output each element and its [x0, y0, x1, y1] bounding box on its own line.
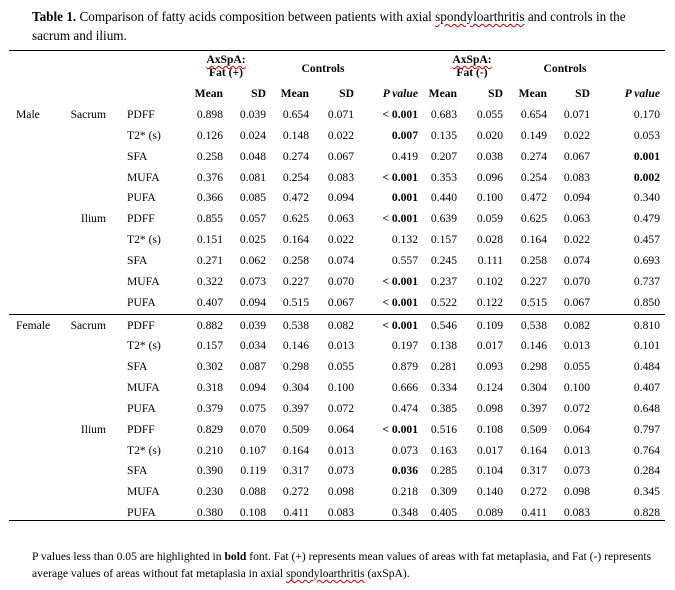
header-mean: Mean [194, 87, 223, 100]
row-parameter: T2* (s) [127, 339, 161, 353]
row-parameter: SFA [127, 360, 148, 374]
value-cell: 0.274 [282, 149, 309, 163]
value-cell: 0.898 [196, 108, 223, 121]
value-cell: 0.017 [476, 339, 503, 353]
note-text-3: (axSpA). [364, 567, 410, 580]
value-cell: 0.034 [239, 339, 266, 353]
value-cell: 0.071 [327, 108, 354, 121]
value-cell: 0.882 [196, 318, 223, 332]
value-cell: 0.083 [327, 506, 354, 520]
row-site-label: Sacrum [70, 318, 106, 332]
note-text-1: P values less than 0.05 are highlighted in [32, 550, 225, 563]
value-cell: 0.073 [327, 464, 354, 478]
value-cell: 0.100 [476, 191, 503, 205]
value-cell: 0.070 [327, 274, 354, 288]
value-cell: 0.085 [239, 191, 266, 205]
value-cell: 0.063 [563, 212, 590, 226]
value-cell: 0.405 [430, 506, 457, 520]
row-parameter: PDFF [127, 108, 155, 121]
value-cell: 0.070 [563, 274, 590, 288]
value-cell: 0.254 [520, 170, 547, 184]
value-cell: 0.304 [282, 381, 309, 395]
value-cell: 0.088 [239, 485, 266, 499]
value-cell: 0.309 [430, 485, 457, 499]
value-cell: 0.017 [476, 443, 503, 457]
note-bold-word: bold [224, 550, 247, 563]
value-cell: 0.380 [196, 506, 223, 520]
value-cell: 0.237 [430, 274, 457, 288]
p-value-cell: 0.340 [633, 191, 660, 205]
p-value-cell: 0.484 [633, 360, 660, 374]
row-parameter: MUFA [127, 381, 160, 395]
value-cell: 0.064 [327, 422, 354, 436]
p-value-cell: 0.764 [633, 443, 660, 457]
p-value-cell: 0.002 [633, 170, 660, 184]
header-sd: SD [339, 87, 354, 100]
row-parameter: PDFF [127, 422, 155, 436]
value-cell: 0.071 [563, 108, 590, 121]
value-cell: 0.067 [327, 295, 354, 309]
p-value-cell: 0.132 [391, 233, 418, 247]
header-mean: Mean [428, 87, 457, 100]
value-cell: 0.013 [563, 443, 590, 457]
value-cell: 0.093 [476, 360, 503, 374]
value-cell: 0.022 [563, 128, 590, 142]
row-parameter: PUFA [127, 295, 156, 309]
value-cell: 0.059 [476, 212, 503, 226]
value-cell: 0.472 [520, 191, 547, 205]
caption-squiggle-word: spondyloarthritis [435, 9, 525, 24]
value-cell: 0.157 [430, 233, 457, 247]
value-cell: 0.227 [282, 274, 309, 288]
value-cell: 0.258 [520, 253, 547, 267]
value-cell: 0.094 [239, 295, 266, 309]
row-site-label: Ilium [80, 422, 106, 436]
value-cell: 0.654 [282, 108, 309, 121]
value-cell: 0.039 [239, 108, 266, 121]
value-cell: 0.138 [430, 339, 457, 353]
value-cell: 0.516 [430, 422, 457, 436]
value-cell: 0.057 [239, 212, 266, 226]
value-cell: 0.334 [430, 381, 457, 395]
rule-top [9, 50, 665, 51]
p-value-cell: < 0.001 [382, 274, 418, 288]
value-cell: 0.157 [196, 339, 223, 353]
value-cell: 0.353 [430, 170, 457, 184]
value-cell: 0.298 [282, 360, 309, 374]
value-cell: 0.411 [521, 506, 547, 520]
value-cell: 0.148 [282, 128, 309, 142]
value-cell: 0.164 [520, 443, 547, 457]
note-squiggle-word: spondyloarthritis [286, 567, 365, 580]
row-site-label: Sacrum [70, 108, 106, 121]
value-cell: 0.149 [520, 128, 547, 142]
value-cell: 0.146 [520, 339, 547, 353]
value-cell: 0.089 [476, 506, 503, 520]
value-cell: 0.146 [282, 339, 309, 353]
value-cell: 0.013 [327, 443, 354, 457]
value-cell: 0.272 [282, 485, 309, 499]
value-cell: 0.254 [282, 170, 309, 184]
p-value-cell: < 0.001 [382, 422, 418, 436]
value-cell: 0.302 [196, 360, 223, 374]
header-group1-line2: Fat (+) [209, 66, 243, 79]
value-cell: 0.102 [476, 274, 503, 288]
header-p-value: P value [382, 87, 418, 100]
value-cell: 0.025 [239, 233, 266, 247]
value-cell: 0.039 [239, 318, 266, 332]
value-cell: 0.048 [239, 149, 266, 163]
value-cell: 0.070 [239, 422, 266, 436]
value-cell: 0.082 [327, 318, 354, 332]
value-cell: 0.074 [327, 253, 354, 267]
value-cell: 0.020 [476, 128, 503, 142]
value-cell: 0.304 [520, 381, 547, 395]
caption-text-1: Comparison of fatty acids composition between patients with axial [76, 9, 436, 24]
value-cell: 0.625 [520, 212, 547, 226]
header-controls2: Controls [543, 62, 587, 75]
row-parameter: PUFA [127, 401, 156, 415]
p-value-cell: 0.001 [633, 149, 660, 163]
row-parameter: PDFF [127, 318, 155, 332]
value-cell: 0.376 [196, 170, 223, 184]
p-value-cell: 0.693 [633, 253, 660, 267]
p-value-cell: 0.797 [633, 422, 660, 436]
value-cell: 0.083 [327, 170, 354, 184]
p-value-cell: 0.648 [633, 401, 660, 415]
row-parameter: MUFA [127, 170, 160, 184]
header-sd: SD [575, 87, 590, 100]
row-parameter: PUFA [127, 506, 156, 520]
value-cell: 0.107 [239, 443, 266, 457]
value-cell: 0.274 [520, 149, 547, 163]
p-value-cell: 0.810 [633, 318, 660, 332]
row-parameter: MUFA [127, 485, 160, 499]
value-cell: 0.022 [563, 233, 590, 247]
p-value-cell: 0.101 [633, 339, 660, 353]
p-value-cell: 0.197 [391, 339, 418, 353]
p-value-cell: 0.666 [391, 381, 418, 395]
p-value-cell: 0.284 [633, 464, 660, 478]
header-group1-line1: AxSpA: [206, 53, 246, 66]
value-cell: 0.322 [196, 274, 223, 288]
value-cell: 0.109 [476, 318, 503, 332]
row-parameter: T2* (s) [127, 128, 161, 142]
value-cell: 0.258 [282, 253, 309, 267]
value-cell: 0.683 [430, 108, 457, 121]
value-cell: 0.094 [327, 191, 354, 205]
row-parameter: SFA [127, 464, 148, 478]
value-cell: 0.230 [196, 485, 223, 499]
row-parameter: MUFA [127, 274, 160, 288]
p-value-cell: 0.828 [633, 506, 660, 520]
value-cell: 0.083 [563, 506, 590, 520]
value-cell: 0.055 [327, 360, 354, 374]
value-cell: 0.063 [327, 212, 354, 226]
value-cell: 0.064 [563, 422, 590, 436]
value-cell: 0.082 [563, 318, 590, 332]
value-cell: 0.855 [196, 212, 223, 226]
value-cell: 0.108 [476, 422, 503, 436]
value-cell: 0.407 [196, 295, 223, 309]
p-value-cell: 0.348 [391, 506, 418, 520]
row-parameter: T2* (s) [127, 443, 161, 457]
value-cell: 0.038 [476, 149, 503, 163]
note-text-2: font. Fat (+) represents mean values of areas with fat metaplasia, and Fat (-) represents average values of areas without fat metaplasia in axial [32, 550, 652, 580]
p-value-cell: 0.407 [633, 381, 660, 395]
value-cell: 0.075 [239, 401, 266, 415]
value-cell: 0.164 [520, 233, 547, 247]
header-controls1: Controls [301, 62, 345, 75]
p-value-cell: < 0.001 [382, 318, 418, 332]
p-value-cell: < 0.001 [382, 212, 418, 226]
value-cell: 0.135 [430, 128, 457, 142]
p-value-cell: 0.170 [633, 108, 660, 121]
value-cell: 0.210 [196, 443, 223, 457]
value-cell: 0.098 [563, 485, 590, 499]
header-p-value: P value [624, 87, 660, 100]
value-cell: 0.829 [196, 422, 223, 436]
value-cell: 0.625 [282, 212, 309, 226]
value-cell: 0.285 [430, 464, 457, 478]
value-cell: 0.538 [282, 318, 309, 332]
p-value-cell: 0.419 [391, 149, 418, 163]
value-cell: 0.126 [196, 128, 223, 142]
value-cell: 0.100 [563, 381, 590, 395]
caption-text-2: and controls in the sacrum and ilium. [32, 9, 626, 43]
value-cell: 0.317 [282, 464, 309, 478]
p-value-cell: 0.007 [391, 128, 418, 142]
value-cell: 0.024 [239, 128, 266, 142]
value-cell: 0.104 [476, 464, 503, 478]
value-cell: 0.067 [563, 295, 590, 309]
p-value-cell: 0.073 [391, 443, 418, 457]
value-cell: 0.094 [239, 381, 266, 395]
p-value-cell: 0.474 [391, 401, 418, 415]
row-parameter: PUFA [127, 191, 156, 205]
value-cell: 0.639 [430, 212, 457, 226]
p-value-cell: 0.737 [633, 274, 660, 288]
p-value-cell: < 0.001 [382, 170, 418, 184]
rule-sex-divider [9, 314, 665, 315]
value-cell: 0.164 [282, 233, 309, 247]
p-value-cell: 0.345 [633, 485, 660, 499]
p-value-cell: 0.218 [391, 485, 418, 499]
value-cell: 0.522 [430, 295, 457, 309]
value-cell: 0.072 [327, 401, 354, 415]
value-cell: 0.098 [476, 401, 503, 415]
value-cell: 0.111 [477, 253, 503, 267]
rule-bottom [9, 520, 665, 521]
value-cell: 0.271 [196, 253, 223, 267]
value-cell: 0.072 [563, 401, 590, 415]
caption-label: Table 1. [32, 9, 77, 24]
header-group2-line1: AxSpA: [452, 53, 492, 66]
value-cell: 0.366 [196, 191, 223, 205]
value-cell: 0.067 [327, 149, 354, 163]
value-cell: 0.087 [239, 360, 266, 374]
row-sex-label: Male [16, 108, 40, 121]
row-parameter: PDFF [127, 212, 155, 226]
value-cell: 0.472 [282, 191, 309, 205]
value-cell: 0.119 [240, 464, 266, 478]
value-cell: 0.124 [476, 381, 503, 395]
value-cell: 0.062 [239, 253, 266, 267]
value-cell: 0.098 [327, 485, 354, 499]
value-cell: 0.546 [430, 318, 457, 332]
value-cell: 0.151 [196, 233, 223, 247]
row-parameter: SFA [127, 149, 148, 163]
value-cell: 0.140 [476, 485, 503, 499]
p-value-cell: 0.036 [391, 464, 418, 478]
value-cell: 0.122 [476, 295, 503, 309]
value-cell: 0.207 [430, 149, 457, 163]
value-cell: 0.164 [282, 443, 309, 457]
value-cell: 0.028 [476, 233, 503, 247]
p-value-cell: 0.457 [633, 233, 660, 247]
value-cell: 0.509 [520, 422, 547, 436]
row-sex-label: Female [16, 318, 51, 332]
value-cell: 0.074 [563, 253, 590, 267]
value-cell: 0.245 [430, 253, 457, 267]
value-cell: 0.411 [283, 506, 309, 520]
p-value-cell: < 0.001 [382, 108, 418, 121]
header-mean: Mean [280, 87, 309, 100]
value-cell: 0.013 [327, 339, 354, 353]
value-cell: 0.081 [239, 170, 266, 184]
value-cell: 0.022 [327, 128, 354, 142]
value-cell: 0.055 [563, 360, 590, 374]
p-value-cell: < 0.001 [382, 295, 418, 309]
value-cell: 0.055 [476, 108, 503, 121]
value-cell: 0.022 [327, 233, 354, 247]
value-cell: 0.281 [430, 360, 457, 374]
value-cell: 0.108 [239, 506, 266, 520]
row-site-label: Ilium [80, 212, 106, 226]
value-cell: 0.654 [520, 108, 547, 121]
p-value-cell: 0.850 [633, 295, 660, 309]
table-footnote [32, 548, 662, 582]
value-cell: 0.379 [196, 401, 223, 415]
value-cell: 0.390 [196, 464, 223, 478]
p-value-cell: 0.001 [391, 191, 418, 205]
value-cell: 0.397 [282, 401, 309, 415]
value-cell: 0.100 [327, 381, 354, 395]
value-cell: 0.440 [430, 191, 457, 205]
value-cell: 0.318 [196, 381, 223, 395]
value-cell: 0.515 [520, 295, 547, 309]
value-cell: 0.227 [520, 274, 547, 288]
header-group2-line2: Fat (-) [456, 66, 488, 79]
value-cell: 0.538 [520, 318, 547, 332]
row-parameter: T2* (s) [127, 233, 161, 247]
value-cell: 0.515 [282, 295, 309, 309]
row-parameter: SFA [127, 253, 148, 267]
header-mean: Mean [518, 87, 547, 100]
p-value-cell: 0.557 [391, 253, 418, 267]
value-cell: 0.083 [563, 170, 590, 184]
value-cell: 0.298 [520, 360, 547, 374]
header-sd: SD [488, 87, 503, 100]
value-cell: 0.272 [520, 485, 547, 499]
value-cell: 0.163 [430, 443, 457, 457]
table-caption [32, 7, 652, 45]
value-cell: 0.385 [430, 401, 457, 415]
value-cell: 0.094 [563, 191, 590, 205]
header-sd: SD [251, 87, 266, 100]
p-value-cell: 0.053 [633, 128, 660, 142]
value-cell: 0.509 [282, 422, 309, 436]
value-cell: 0.013 [563, 339, 590, 353]
value-cell: 0.073 [239, 274, 266, 288]
p-value-cell: 0.879 [391, 360, 418, 374]
value-cell: 0.073 [563, 464, 590, 478]
value-cell: 0.096 [476, 170, 503, 184]
value-cell: 0.397 [520, 401, 547, 415]
value-cell: 0.258 [196, 149, 223, 163]
value-cell: 0.067 [563, 149, 590, 163]
value-cell: 0.317 [520, 464, 547, 478]
p-value-cell: 0.479 [633, 212, 660, 226]
